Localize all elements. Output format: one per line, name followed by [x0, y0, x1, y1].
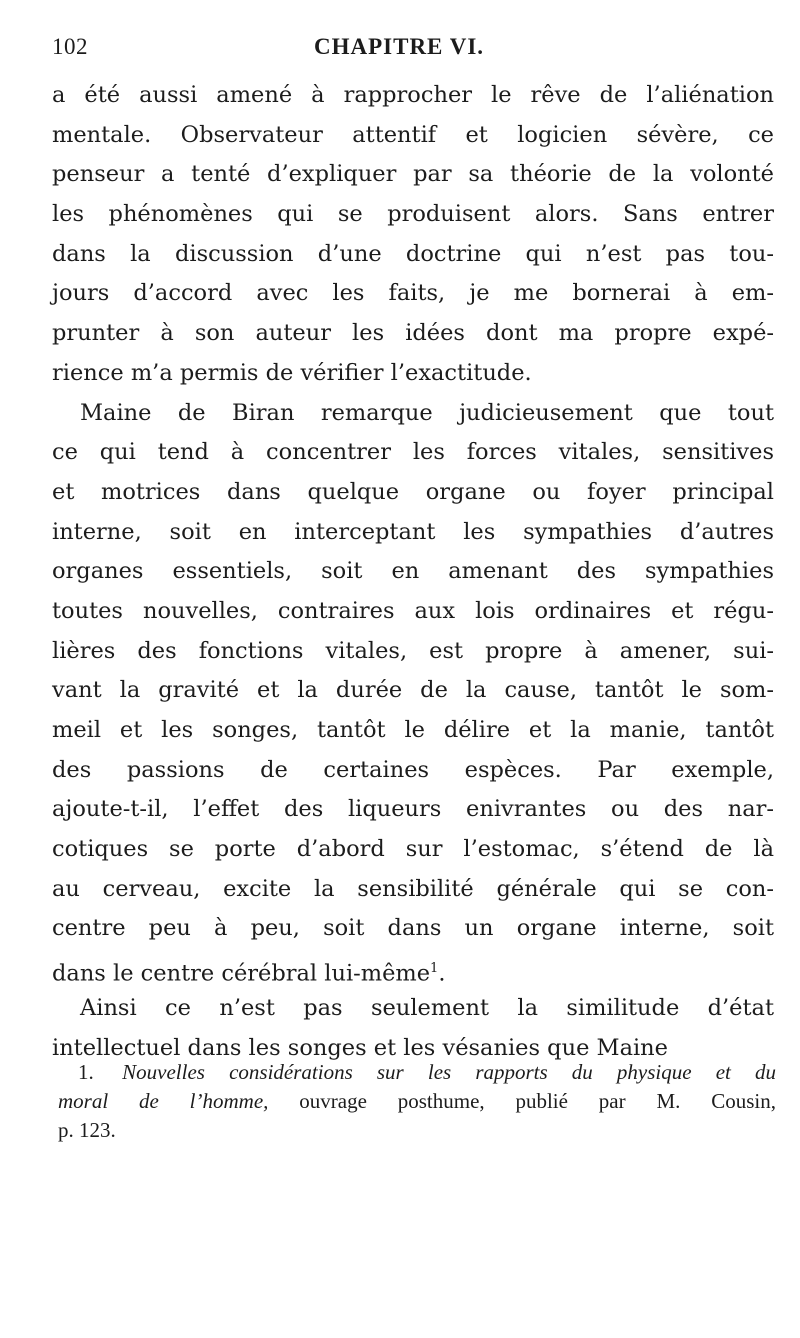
text-line: les phénomènes qui se produisent alors. Sans entrer	[52, 201, 774, 228]
text-line: cotiques se porte d’abord sur l’estomac, s’étend de là	[52, 836, 774, 863]
text-line: intellectuel dans les songes et les vésanies que Maine	[52, 1034, 668, 1061]
footnote-label: 1.	[78, 1060, 94, 1084]
footnotes	[58, 1058, 776, 1145]
text-line: prunter à son auteur les idées dont ma propre expé-	[52, 320, 774, 347]
text-line: des passions de certaines espèces. Par exemple,	[52, 756, 774, 783]
text-line: jours d’accord avec les faits, je me bornerai à em-	[52, 280, 774, 307]
footnote-line	[58, 1087, 776, 1116]
footnote-title-cont: moral de l’homme,	[58, 1089, 269, 1113]
text-line: meil et les songes, tantôt le délire et la manie, tantôt	[52, 717, 774, 743]
text-line: ajoute-t-il, l’effet des liqueurs enivrantes ou des nar-	[52, 796, 774, 823]
page-number: 102	[52, 34, 88, 59]
text-line: lières des fonctions vitales, est propre à amener, sui-	[52, 637, 774, 664]
footnote-line	[58, 1058, 776, 1087]
footnote-text: ouvrage posthume, publié par M. Cousin,	[299, 1089, 776, 1113]
footnote-title: Nouvelles considérations sur les rapports du physique et du	[122, 1060, 776, 1084]
text-line-with-footnote-ref: dans le centre cérébral lui-même$^1$.	[52, 960, 446, 987]
text-line: ce qui tend à concentrer les forces vitales, sensitives	[52, 439, 774, 466]
text-line: organes essentiels, soit en amenant des sympathies	[52, 558, 774, 585]
text-line: Ainsi ce n’est pas seulement la similitude d’état	[80, 994, 774, 1021]
text-line: rience m’a permis de vérifier l’exactitude.	[52, 359, 532, 386]
text-line: penseur a tenté d’expliquer par sa théorie de la volonté	[52, 161, 774, 188]
text-line: toutes nouvelles, contraires aux lois ordinaires et régu-	[52, 597, 774, 624]
text-line-content: dans le centre cérébral lui-même	[52, 960, 431, 987]
text-line: vant la gravité et la durée de la cause, tantôt le som-	[52, 677, 774, 704]
page-header	[52, 34, 764, 62]
text-line: au cerveau, excite la sensibilité générale qui se con-	[52, 875, 774, 902]
footnote-reference: 1	[430, 961, 439, 977]
footnote-page-ref: p. 123.	[58, 1118, 116, 1142]
body-text	[52, 76, 774, 1068]
text-line: dans la discussion d’une doctrine qui n’est pas tou-	[52, 240, 774, 267]
text-line: interne, soit en interceptant les sympathies d’autres	[52, 518, 774, 545]
text-line: et motrices dans quelque organe ou foyer principal	[52, 478, 774, 505]
running-title: CHAPITRE VI.	[314, 34, 485, 59]
text-line: mentale. Observateur attentif et logicien sévère, ce	[52, 121, 774, 148]
text-line: a été aussi amené à rapprocher le rêve de l’aliénation	[52, 82, 774, 108]
text-line: Maine de Biran remarque judicieusement que tout	[80, 399, 774, 426]
text-line: centre peu à peu, soit dans un organe interne, soit	[52, 915, 774, 942]
